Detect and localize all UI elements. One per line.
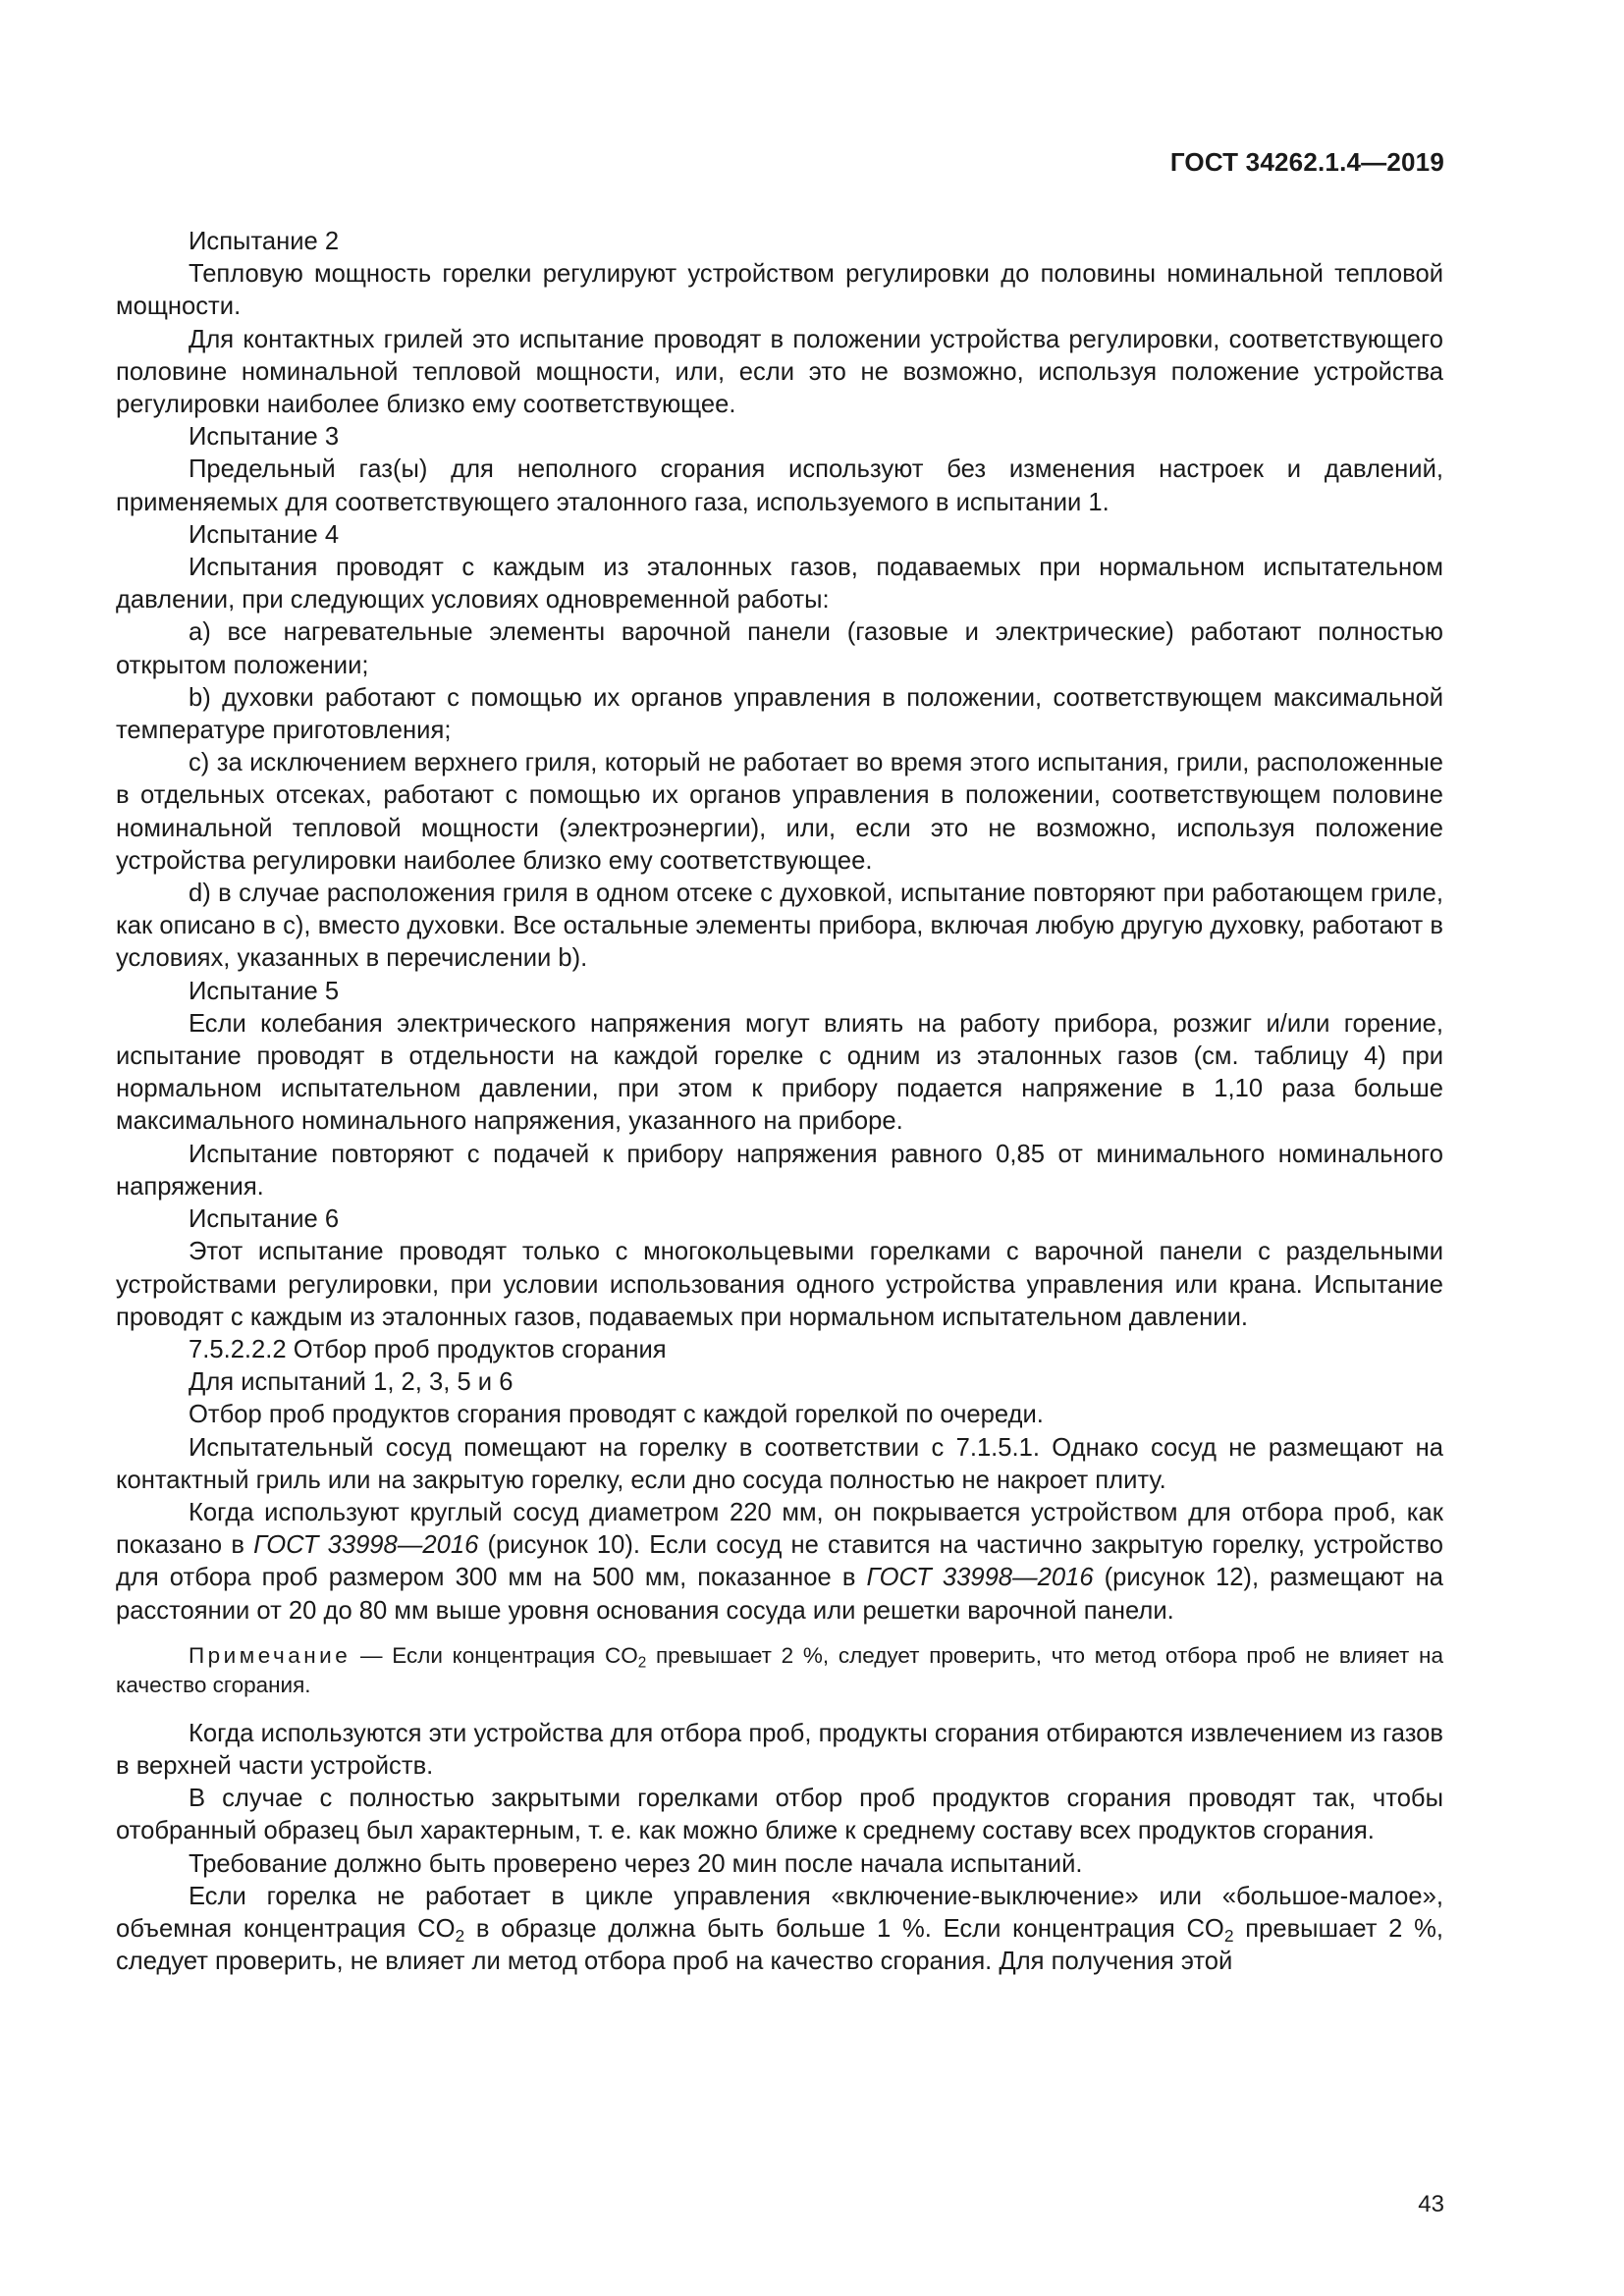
- paragraph: Для испытаний 1, 2, 3, 5 и 6: [189, 1368, 514, 1397]
- text-run: превышает 2 %, следует проверить, не влияет ли метод отбора проб на качество сгорания. Для получения этой: [116, 1914, 1443, 1976]
- note-dash: —: [351, 1642, 393, 1668]
- document-body: [116, 226, 1443, 1978]
- text-run: (рисунок 12), размещают на расстоянии от 20 до 80 мм выше уровня основания сосуда или решетки варочной панели.: [116, 1564, 1443, 1625]
- paragraph: Этот испытание проводят только с многокольцевыми горелками с варочной панели с раздельными устройствами регулировки, при условии использования одного устройства управления или крана. Испытание проводят с каждым из эталонных газов, подаваемых при нормальном испытательном давлении.: [116, 1238, 1443, 1331]
- paragraph: Когда используются эти устройства для отбора проб, продукты сгорания отбираются извлечением из газов в верхней части устройств.: [116, 1719, 1443, 1780]
- page-number: 43: [1418, 2191, 1444, 2217]
- list-item: c) за исключением верхнего гриля, который не работает во время этого испытания, грили, расположенные в отдельных отсеках, работают с помощью их органов управления в положении, соответствующем половине номинальной тепловой мощности (электроэнергии), или, если это не возможно, используя положение устройства регулировки наиболее близко ему соответствующее.: [116, 749, 1443, 875]
- paragraph: Испытание 4: [189, 520, 340, 549]
- list-item: b) духовки работают с помощью их органов управления в положении, соответствующем максимальной температуре приготовления;: [116, 683, 1443, 745]
- note-label: Примечание: [189, 1642, 352, 1668]
- paragraph: Испытательный сосуд помещают на горелку в соответствии с 7.1.5.1. Однако сосуд не размещают на контактный гриль или на закрытую горелку, если дно сосуда полностью не накроет плиту.: [116, 1433, 1443, 1494]
- paragraph: Тепловую мощность горелки регулируют устройством регулировки до половины номинальной тепловой мощности.: [116, 260, 1443, 321]
- paragraph: Испытание 5: [189, 977, 340, 1005]
- paragraph: В случае с полностью закрытыми горелками отбор проб продуктов сгорания проводят так, чтобы отобранный образец был характерным, т. е. как можно ближе к среднему составу всех продуктов сгорания.: [116, 1785, 1443, 1845]
- standard-reference: ГОСТ 33998—2016: [866, 1564, 1094, 1592]
- text-run: в образце должна быть больше 1 %. Если концентрация CO: [464, 1914, 1224, 1943]
- text-run: Если концентрация CO: [392, 1642, 638, 1668]
- paragraph: Для контактных грилей это испытание проводят в положении устройства регулировки, соответствующего половине номинальной тепловой мощности, или, если это не возможно, используя положение устройства регулировки наиболее близко ему соответствующее.: [116, 325, 1443, 419]
- paragraph: Требование должно быть проверено через 20 мин после начала испытаний.: [189, 1849, 1083, 1878]
- paragraph: Испытания проводят с каждым из эталонных газов, подаваемых при нормальном испытательном давлении, при следующих условиях одновременной работы:: [116, 554, 1443, 614]
- standard-reference: ГОСТ 33998—2016: [253, 1531, 479, 1560]
- section-heading: 7.5.2.2.2 Отбор проб продуктов сгорания: [189, 1335, 667, 1363]
- text-run: (рисунок 10). Если сосуд не ставится на частично закрытую горелку, устройство для отбора проб размером 300 мм на 500 мм, показанное в: [116, 1531, 1443, 1592]
- paragraph: Отбор проб продуктов сгорания проводят с каждой горелкой по очереди.: [189, 1401, 1044, 1429]
- note: [116, 1641, 1443, 1700]
- subscript: 2: [637, 1654, 647, 1672]
- text-run: Если горелка не работает в цикле управления «включение-выключение» или «большое-малое», объемная концентрация CO: [116, 1882, 1443, 1943]
- paragraph: Испытание 3: [189, 423, 340, 452]
- paragraph: Испытание повторяют с подачей к прибору напряжения равного 0,85 от минимального номинального напряжения.: [116, 1140, 1443, 1201]
- paragraph: Предельный газ(ы) для неполного сгорания используют без изменения настроек и давлений, применяемых для соответствующего эталонного газа, используемого в испытании 1.: [116, 455, 1443, 516]
- subscript: 2: [1223, 1925, 1234, 1946]
- paragraph: Испытание 2: [189, 228, 340, 255]
- text-run: Когда используют круглый сосуд диаметром 220 мм, он покрывается устройством для отбора проб, как показано в: [116, 1498, 1443, 1560]
- last-paragraph: [116, 1881, 1443, 1979]
- paragraph: Испытание 6: [189, 1205, 340, 1234]
- vessel-paragraph: [116, 1497, 1443, 1628]
- text-run: превышает 2 %, следует проверить, что метод отбора проб не влияет на качество сгорания.: [116, 1642, 1443, 1697]
- list-item: d) в случае расположения гриля в одном отсеке с духовкой, испытание повторяют при работающем гриле, как описано в c), вместо духовки. Все остальные элементы прибора, включая любую другую духовку, работают в условиях, указанных в перечислении b).: [116, 880, 1443, 973]
- paragraph: Если колебания электрического напряжения могут влиять на работу прибора, розжиг и/или горение, испытание проводят в отдельности на каждой горелке с одним из эталонных газов (см. таблицу 4) при нормальном испытательном давлении, при этом к прибору подается напряжение в 1,10 раза больше максимального номинального напряжения, указанного на приборе.: [116, 1009, 1443, 1136]
- list-item: a) все нагревательные элементы варочной панели (газовые и электрические) работают полностью открытом положении;: [116, 618, 1443, 679]
- subscript: 2: [455, 1925, 465, 1946]
- document-header: ГОСТ 34262.1.4—2019: [1169, 147, 1444, 177]
